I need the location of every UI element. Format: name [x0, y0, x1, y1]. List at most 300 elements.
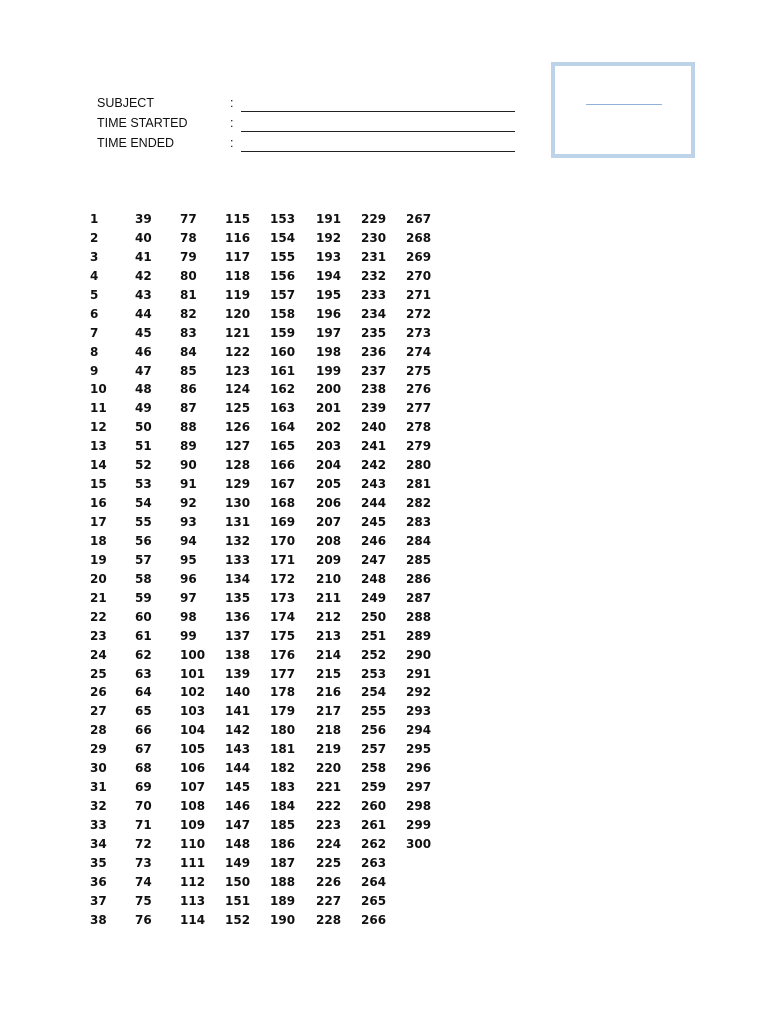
answer-number-82: 82 — [180, 306, 197, 321]
answer-number-297: 297 — [406, 780, 432, 795]
answer-number-248: 248 — [361, 571, 387, 586]
answer-column — [180, 210, 205, 930]
answer-number-10: 10 — [90, 382, 107, 397]
answer-number-37: 37 — [90, 893, 107, 908]
answer-number-208: 208 — [316, 533, 342, 548]
answer-number-233: 233 — [361, 287, 387, 302]
answer-number-269: 269 — [406, 249, 432, 264]
answer-number-189: 189 — [270, 893, 296, 908]
answer-number-199: 199 — [316, 363, 342, 378]
answer-number-192: 192 — [316, 230, 342, 245]
answer-number-1: 1 — [90, 212, 99, 226]
answer-number-280: 280 — [406, 458, 432, 473]
answer-number-152: 152 — [225, 912, 251, 927]
answer-number-112: 112 — [180, 874, 206, 889]
time-ended-input-line[interactable] — [241, 151, 515, 152]
answer-number-43: 43 — [135, 287, 152, 302]
answer-number-31: 31 — [90, 780, 107, 795]
answer-number-145: 145 — [225, 780, 251, 795]
answer-number-216: 216 — [316, 685, 342, 700]
answer-number-198: 198 — [316, 344, 342, 359]
answer-number-246: 246 — [361, 533, 387, 548]
answer-number-76: 76 — [135, 912, 152, 927]
answer-number-53: 53 — [135, 477, 152, 492]
answer-number-181: 181 — [270, 742, 296, 757]
answer-column — [406, 210, 431, 854]
answer-number-224: 224 — [316, 836, 342, 851]
answer-number-38: 38 — [90, 912, 107, 927]
answer-number-200: 200 — [316, 382, 342, 397]
answer-number-156: 156 — [270, 268, 296, 283]
answer-number-263: 263 — [361, 855, 387, 870]
answer-number-14: 14 — [90, 458, 107, 473]
answer-number-210: 210 — [316, 571, 342, 586]
answer-number-105: 105 — [180, 742, 206, 757]
answer-number-65: 65 — [135, 704, 152, 719]
answer-number-42: 42 — [135, 268, 152, 283]
answer-number-21: 21 — [90, 590, 107, 605]
answer-number-67: 67 — [135, 742, 152, 757]
answer-number-195: 195 — [316, 287, 342, 302]
answer-number-117: 117 — [225, 249, 251, 264]
answer-number-4: 4 — [90, 268, 99, 283]
answer-number-51: 51 — [135, 439, 152, 454]
answer-number-218: 218 — [316, 723, 342, 738]
answer-number-77: 77 — [180, 212, 197, 226]
answer-number-48: 48 — [135, 382, 152, 397]
answer-number-126: 126 — [225, 420, 251, 435]
answer-number-161: 161 — [270, 363, 296, 378]
answer-number-286: 286 — [406, 571, 432, 586]
score-box — [551, 62, 695, 158]
answer-number-84: 84 — [180, 344, 197, 359]
answer-number-244: 244 — [361, 496, 387, 511]
answer-number-176: 176 — [270, 647, 296, 662]
answer-number-80: 80 — [180, 268, 197, 283]
answer-number-118: 118 — [225, 268, 251, 283]
answer-number-123: 123 — [225, 363, 251, 378]
answer-number-215: 215 — [316, 666, 342, 681]
answer-number-39: 39 — [135, 212, 152, 226]
answer-number-102: 102 — [180, 685, 206, 700]
answer-number-235: 235 — [361, 325, 387, 340]
answer-number-121: 121 — [225, 325, 251, 340]
answer-number-299: 299 — [406, 818, 432, 832]
answer-number-264: 264 — [361, 874, 387, 889]
answer-number-106: 106 — [180, 761, 206, 776]
answer-number-22: 22 — [90, 609, 107, 624]
answer-number-36: 36 — [90, 874, 107, 889]
answer-number-100: 100 — [180, 647, 206, 662]
answer-number-124: 124 — [225, 382, 251, 397]
answer-number-225: 225 — [316, 855, 342, 870]
answer-number-184: 184 — [270, 799, 296, 814]
answer-column — [316, 210, 341, 930]
answer-number-253: 253 — [361, 666, 387, 681]
answer-number-178: 178 — [270, 685, 296, 700]
answer-number-259: 259 — [361, 780, 387, 795]
answer-number-69: 69 — [135, 780, 152, 795]
answer-number-58: 58 — [135, 571, 152, 586]
answer-number-185: 185 — [270, 818, 296, 832]
answer-number-13: 13 — [90, 439, 107, 454]
answer-number-155: 155 — [270, 249, 296, 264]
answer-number-107: 107 — [180, 780, 206, 795]
answer-number-226: 226 — [316, 874, 342, 889]
answer-number-119: 119 — [225, 287, 251, 302]
answer-number-249: 249 — [361, 590, 387, 605]
answer-number-209: 209 — [316, 552, 342, 567]
score-box-line[interactable] — [586, 104, 662, 105]
answer-number-296: 296 — [406, 761, 432, 776]
answer-number-245: 245 — [361, 515, 387, 529]
answer-number-50: 50 — [135, 420, 152, 435]
answer-number-221: 221 — [316, 780, 342, 795]
answer-number-194: 194 — [316, 268, 342, 283]
answer-number-137: 137 — [225, 628, 251, 643]
answer-number-282: 282 — [406, 496, 432, 511]
answer-number-265: 265 — [361, 893, 387, 908]
answer-number-240: 240 — [361, 420, 387, 435]
answer-number-142: 142 — [225, 723, 251, 738]
answer-number-292: 292 — [406, 685, 432, 700]
answer-number-238: 238 — [361, 382, 387, 397]
answer-number-272: 272 — [406, 306, 432, 321]
answer-number-44: 44 — [135, 306, 152, 321]
answer-number-83: 83 — [180, 325, 197, 340]
answer-number-166: 166 — [270, 458, 296, 473]
answer-number-197: 197 — [316, 325, 342, 340]
answer-number-289: 289 — [406, 628, 432, 643]
answer-number-70: 70 — [135, 799, 152, 814]
answer-number-81: 81 — [180, 287, 197, 302]
answer-number-86: 86 — [180, 382, 197, 397]
answer-number-242: 242 — [361, 458, 387, 473]
answer-number-20: 20 — [90, 571, 107, 586]
answer-number-268: 268 — [406, 230, 432, 245]
answer-number-223: 223 — [316, 818, 342, 832]
answer-number-98: 98 — [180, 609, 197, 624]
answer-number-169: 169 — [270, 515, 296, 529]
answer-number-46: 46 — [135, 344, 152, 359]
answer-number-60: 60 — [135, 609, 152, 624]
answer-number-109: 109 — [180, 818, 206, 832]
answer-number-148: 148 — [225, 836, 251, 851]
answer-number-57: 57 — [135, 552, 152, 567]
answer-number-72: 72 — [135, 836, 152, 851]
answer-number-254: 254 — [361, 685, 387, 700]
answer-number-47: 47 — [135, 363, 152, 378]
answer-number-295: 295 — [406, 742, 432, 757]
answer-number-173: 173 — [270, 590, 296, 605]
answer-number-190: 190 — [270, 912, 296, 927]
answer-number-54: 54 — [135, 496, 152, 511]
answer-number-260: 260 — [361, 799, 387, 814]
answer-number-287: 287 — [406, 590, 432, 605]
answer-number-250: 250 — [361, 609, 387, 624]
time-started-field-row — [97, 115, 517, 135]
answer-number-281: 281 — [406, 477, 432, 492]
answer-number-90: 90 — [180, 458, 197, 473]
answer-number-214: 214 — [316, 647, 342, 662]
answer-number-41: 41 — [135, 249, 152, 264]
answer-number-257: 257 — [361, 742, 387, 757]
answer-number-165: 165 — [270, 439, 296, 454]
answer-number-5: 5 — [90, 287, 99, 302]
answer-number-15: 15 — [90, 477, 107, 492]
answer-number-73: 73 — [135, 855, 152, 870]
answer-number-18: 18 — [90, 533, 107, 548]
answer-number-158: 158 — [270, 306, 296, 321]
answer-number-212: 212 — [316, 609, 342, 624]
answer-number-135: 135 — [225, 590, 251, 605]
answer-number-92: 92 — [180, 496, 197, 511]
answer-number-298: 298 — [406, 799, 432, 814]
answer-number-88: 88 — [180, 420, 197, 435]
answer-number-177: 177 — [270, 666, 296, 681]
answer-number-267: 267 — [406, 212, 432, 226]
answer-number-187: 187 — [270, 855, 296, 870]
answer-number-271: 271 — [406, 287, 432, 302]
answer-number-33: 33 — [90, 818, 107, 832]
answer-number-252: 252 — [361, 647, 387, 662]
answer-number-96: 96 — [180, 571, 197, 586]
answer-number-103: 103 — [180, 704, 206, 719]
answer-number-24: 24 — [90, 647, 107, 662]
answer-number-141: 141 — [225, 704, 251, 719]
answer-number-230: 230 — [361, 230, 387, 245]
answer-number-66: 66 — [135, 723, 152, 738]
answer-column — [135, 210, 152, 930]
answer-number-159: 159 — [270, 325, 296, 340]
answer-number-28: 28 — [90, 723, 107, 738]
answer-number-274: 274 — [406, 344, 432, 359]
answer-number-120: 120 — [225, 306, 251, 321]
answer-number-23: 23 — [90, 628, 107, 643]
time-ended-field-row — [97, 135, 517, 155]
answer-number-182: 182 — [270, 761, 296, 776]
answer-number-261: 261 — [361, 818, 387, 832]
answer-number-273: 273 — [406, 325, 432, 340]
answer-number-68: 68 — [135, 761, 152, 776]
answer-number-115: 115 — [225, 212, 251, 226]
answer-number-170: 170 — [270, 533, 296, 548]
subject-input-line[interactable] — [241, 111, 515, 112]
answer-number-63: 63 — [135, 666, 152, 681]
answer-number-3: 3 — [90, 249, 99, 264]
answer-number-32: 32 — [90, 799, 107, 814]
answer-number-229: 229 — [361, 212, 387, 226]
answer-number-55: 55 — [135, 515, 152, 529]
answer-number-196: 196 — [316, 306, 342, 321]
answer-number-277: 277 — [406, 401, 432, 416]
answer-number-202: 202 — [316, 420, 342, 435]
answer-number-25: 25 — [90, 666, 107, 681]
answer-number-283: 283 — [406, 515, 432, 529]
answer-number-101: 101 — [180, 666, 206, 681]
answer-number-122: 122 — [225, 344, 251, 359]
answer-number-147: 147 — [225, 818, 251, 832]
answer-number-168: 168 — [270, 496, 296, 511]
answer-number-204: 204 — [316, 458, 342, 473]
answer-number-64: 64 — [135, 685, 152, 700]
answer-number-59: 59 — [135, 590, 152, 605]
answer-number-206: 206 — [316, 496, 342, 511]
answer-number-26: 26 — [90, 685, 107, 700]
answer-number-9: 9 — [90, 363, 99, 378]
answer-number-62: 62 — [135, 647, 152, 662]
answer-number-27: 27 — [90, 704, 107, 719]
answer-number-130: 130 — [225, 496, 251, 511]
time-started-label: TIME STARTED — [97, 116, 188, 130]
answer-number-149: 149 — [225, 855, 251, 870]
answer-number-258: 258 — [361, 761, 387, 776]
answer-number-140: 140 — [225, 685, 251, 700]
answer-number-251: 251 — [361, 628, 387, 643]
answer-number-110: 110 — [180, 836, 206, 851]
answer-number-144: 144 — [225, 761, 251, 776]
answer-number-293: 293 — [406, 704, 432, 719]
answer-number-180: 180 — [270, 723, 296, 738]
answer-number-89: 89 — [180, 439, 197, 454]
answer-number-127: 127 — [225, 439, 251, 454]
answer-number-74: 74 — [135, 874, 152, 889]
answer-number-95: 95 — [180, 552, 197, 567]
answer-number-85: 85 — [180, 363, 197, 378]
answer-number-7: 7 — [90, 325, 99, 340]
answer-number-172: 172 — [270, 571, 296, 586]
answer-number-266: 266 — [361, 912, 387, 927]
answer-number-139: 139 — [225, 666, 251, 681]
answer-number-167: 167 — [270, 477, 296, 492]
answer-number-154: 154 — [270, 230, 296, 245]
answer-number-17: 17 — [90, 515, 107, 529]
answer-number-52: 52 — [135, 458, 152, 473]
answer-number-239: 239 — [361, 401, 387, 416]
answer-number-262: 262 — [361, 836, 387, 851]
answer-number-125: 125 — [225, 401, 251, 416]
answer-number-116: 116 — [225, 230, 251, 245]
answer-number-256: 256 — [361, 723, 387, 738]
answer-number-288: 288 — [406, 609, 432, 624]
answer-number-243: 243 — [361, 477, 387, 492]
answer-number-56: 56 — [135, 533, 152, 548]
answer-number-294: 294 — [406, 723, 432, 738]
answer-number-71: 71 — [135, 818, 152, 832]
answer-number-136: 136 — [225, 609, 251, 624]
answer-number-2: 2 — [90, 230, 99, 245]
answer-number-193: 193 — [316, 249, 342, 264]
answer-number-191: 191 — [316, 212, 342, 226]
time-ended-colon: : — [230, 136, 234, 150]
answer-number-94: 94 — [180, 533, 197, 548]
answer-number-175: 175 — [270, 628, 296, 643]
answer-number-16: 16 — [90, 496, 107, 511]
answer-number-138: 138 — [225, 647, 251, 662]
answer-number-87: 87 — [180, 401, 197, 416]
answer-number-211: 211 — [316, 590, 342, 605]
answer-number-164: 164 — [270, 420, 296, 435]
answer-number-236: 236 — [361, 344, 387, 359]
answer-number-11: 11 — [90, 401, 107, 416]
answer-number-207: 207 — [316, 515, 342, 529]
answer-number-61: 61 — [135, 628, 152, 643]
answer-number-203: 203 — [316, 439, 342, 454]
answer-number-179: 179 — [270, 704, 296, 719]
answer-number-97: 97 — [180, 590, 197, 605]
answer-number-247: 247 — [361, 552, 387, 567]
answer-number-132: 132 — [225, 533, 251, 548]
time-started-input-line[interactable] — [241, 131, 515, 132]
answer-number-129: 129 — [225, 477, 251, 492]
answer-number-232: 232 — [361, 268, 387, 283]
answer-number-128: 128 — [225, 458, 251, 473]
answer-number-217: 217 — [316, 704, 342, 719]
answer-number-153: 153 — [270, 212, 296, 226]
answer-number-213: 213 — [316, 628, 342, 643]
answer-number-91: 91 — [180, 477, 197, 492]
answer-number-150: 150 — [225, 874, 251, 889]
answer-number-133: 133 — [225, 552, 251, 567]
answer-number-285: 285 — [406, 552, 432, 567]
answer-number-151: 151 — [225, 893, 251, 908]
answer-number-278: 278 — [406, 420, 432, 435]
answer-number-220: 220 — [316, 761, 342, 776]
answer-number-79: 79 — [180, 249, 197, 264]
answer-number-183: 183 — [270, 780, 296, 795]
answer-column — [361, 210, 386, 930]
answer-number-146: 146 — [225, 799, 251, 814]
answer-number-160: 160 — [270, 344, 296, 359]
answer-number-30: 30 — [90, 761, 107, 776]
answer-number-99: 99 — [180, 628, 197, 643]
answer-number-188: 188 — [270, 874, 296, 889]
answer-number-6: 6 — [90, 306, 99, 321]
answer-number-290: 290 — [406, 647, 432, 662]
answer-number-291: 291 — [406, 666, 432, 681]
answer-number-234: 234 — [361, 306, 387, 321]
answer-number-231: 231 — [361, 249, 387, 264]
answer-number-163: 163 — [270, 401, 296, 416]
subject-colon: : — [230, 96, 234, 110]
answer-number-219: 219 — [316, 742, 342, 757]
answer-number-78: 78 — [180, 230, 197, 245]
answer-number-227: 227 — [316, 893, 342, 908]
answer-number-300: 300 — [406, 836, 432, 851]
answer-number-113: 113 — [180, 893, 206, 908]
header-fields — [97, 95, 517, 155]
time-ended-label: TIME ENDED — [97, 136, 175, 150]
answer-number-29: 29 — [90, 742, 107, 757]
answer-number-114: 114 — [180, 912, 206, 927]
answer-number-104: 104 — [180, 723, 206, 738]
answer-number-19: 19 — [90, 552, 107, 567]
answer-number-241: 241 — [361, 439, 387, 454]
answer-number-108: 108 — [180, 799, 206, 814]
answer-number-279: 279 — [406, 439, 432, 454]
answer-number-205: 205 — [316, 477, 342, 492]
answer-number-8: 8 — [90, 344, 99, 359]
answer-number-171: 171 — [270, 552, 296, 567]
answer-number-12: 12 — [90, 420, 107, 435]
answer-number-111: 111 — [180, 855, 206, 870]
answer-number-162: 162 — [270, 382, 296, 397]
answer-number-157: 157 — [270, 287, 296, 302]
answer-number-222: 222 — [316, 799, 342, 814]
answer-number-237: 237 — [361, 363, 387, 378]
answer-number-201: 201 — [316, 401, 342, 416]
answer-number-143: 143 — [225, 742, 251, 757]
